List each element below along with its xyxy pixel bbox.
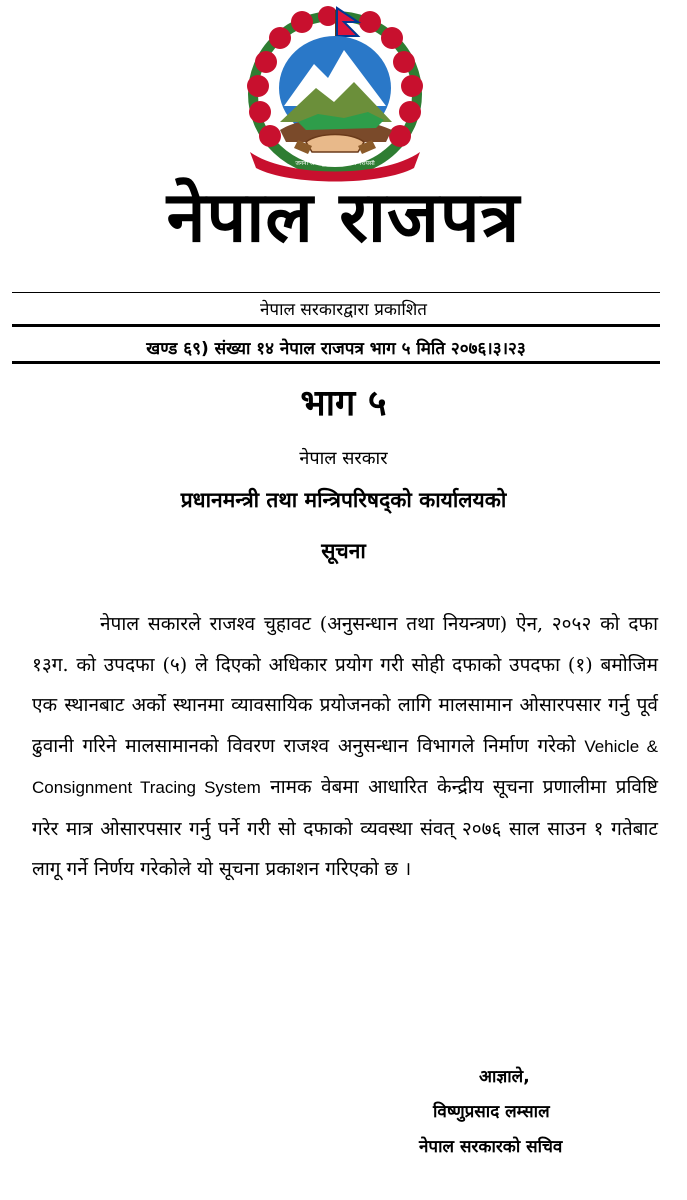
signatory-designation: नेपाल सरकारको सचिव (419, 1137, 563, 1157)
notice-heading: सूचना (321, 539, 366, 563)
issue-line: खण्ड ६९) संख्या १४ नेपाल राजपत्र भाग ५ मिति २०७६।३।२३ (146, 339, 526, 359)
publisher-line: नेपाल सरकारद्वारा प्रकाशित (259, 300, 427, 320)
notice-body-text-continued: नामक वेबमा आधारित केन्द्रीय सूचना प्रणालीमा प्रविष्टि गरेर मात्र ओसारपसार गर्नु पर्ने गरी सो दफाको व्यवस्था संवत् २०७६ साल साउन १ गतेबाट लागू गर्ने निर्णय गरेकोले यो सूचना प्रकाशन गरिएको छ । (32, 776, 658, 880)
header-divider-top (12, 292, 660, 293)
by-order-label: आज्ञाले, (479, 1067, 530, 1087)
gazette-title: नेपाल राजपत्र (166, 176, 521, 258)
notice-body-text: नेपाल सकारले राजश्व चुहावट (अनुसन्धान तथा नियन्त्रण) ऐन, २०५२ को दफा १३ग. को उपदफा (५) ले दिएको अधिकार प्रयोग गरी सोही दफाको उपदफा (१) बमोजिम एक स्थानबाट अर्को स्थानमा व्यावसायिक प्रयोजनको लागि मालसामान ओसारपसार गर्नु पूर्व ढुवानी गरिने मालसामानको विवरण राजश्व अनुसन्धान विभागले निर्माण गरेको (32, 613, 658, 757)
header-divider-bottom (12, 361, 660, 364)
header-divider-middle (12, 324, 660, 327)
office-title: प्रधानमन्त्री तथा मन्त्रिपरिषद्को कार्यालयको (180, 488, 507, 512)
mountain-scene (279, 36, 392, 142)
government-label: नेपाल सरकार (299, 448, 388, 469)
signatory-name: विष्णुप्रसाद लम्साल (433, 1102, 550, 1122)
nepal-coat-of-arms-icon (236, 2, 434, 182)
emblem-graphic (236, 2, 434, 182)
part-title: भाग ५ (300, 383, 387, 424)
system-name: Vehicle & Consignment Tracing System (32, 736, 658, 797)
notice-body (32, 604, 658, 890)
emblem-motto: जननी जन्मभूमिश्च स्वर्गादपि गरीयसी (295, 160, 375, 167)
